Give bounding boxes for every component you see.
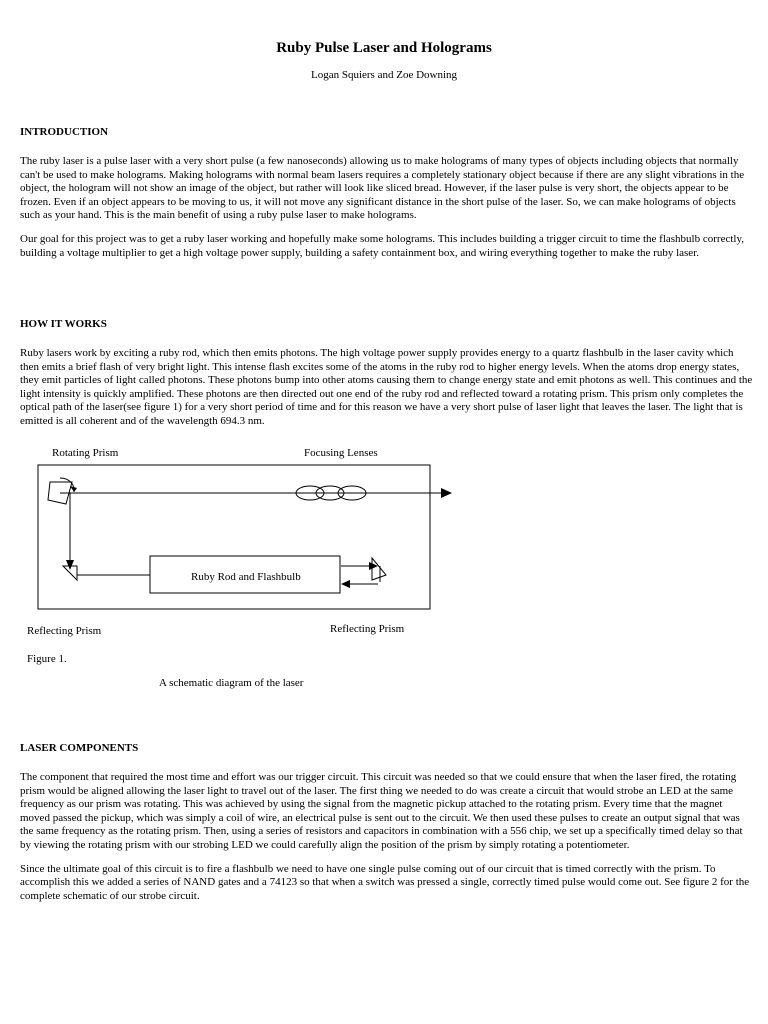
label-focusing-lenses: Focusing Lenses: [304, 447, 378, 459]
laser-components-paragraph-1: The component that required the most time and effort was our trigger circuit. This circuit was needed so that we could ensure that when the laser fired, the rotating prism would be aligned allowing the laser light to travel out of the laser. The first thing we needed to do was create a circuit that would strobe an LED at the same frequency as our prism was rotating. This was achieved by using the signal from the magnetic pickup attached to the rotating prism. Every time that the magnet moved passed the pickup, which was simply a coil of wire, an electrical pulse is sent out to the circuit. We then used these pulses to create an output signal that was the same frequency as the rotating prism. Then, using a series of resistors and capacitors in combination with a 556 chip, we set up a specifically timed delay so that by viewing the rotating prism with our strobing LED we could carefully align the position of the prism by simply rotating a potentiometer.: [20, 771, 743, 851]
introduction-paragraph-2: Our goal for this project was to get a ruby laser working and hopefully make some holograms. This includes building a trigger circuit to time the flashbulb correctly, building a voltage multiplier to get a high voltage power supply, building a safety containment box, and wiring everything together to make the ruby laser.: [20, 232, 744, 259]
how-it-works-paragraph: Ruby lasers work by exciting a ruby rod, which then emits photons. The high voltage power supply provides energy to a quartz flashbulb in the laser cavity which then emits a brief flash of very bright light. This intense flash excites some of the atoms in the ruby rod to higher energy levels. When the atoms drop energy states, they emit particles of light called photons. These photons bump into other atoms causing them to change energy state and emit photons as well. This continues and the light intensity is quickly amplified. These photons are then directed out one end of the ruby rod and reflected toward a rotating prism. This prism only completes the optical path of the laser(see figure 1) for a very short period of time and for this reason we have a very short pulse of laser light that leaves the laser. The light that is emitted is all coherent and of the wavelength 694.3 nm.: [20, 347, 753, 427]
how-it-works-heading: HOW IT WORKS: [20, 318, 107, 330]
page-title: Ruby Pulse Laser and Holograms: [276, 40, 492, 56]
laser-components-heading: LASER COMPONENTS: [20, 742, 139, 754]
label-reflecting-prism-right: Reflecting Prism: [330, 623, 405, 635]
rotating-prism-shape: [48, 478, 77, 504]
output-beam-arrowhead: [441, 488, 452, 498]
authors: Logan Squiers and Zoe Downing: [310, 69, 458, 81]
introduction-heading: INTRODUCTION: [20, 126, 109, 138]
label-reflecting-prism-left: Reflecting Prism: [27, 625, 102, 637]
figure-title: Figure 1.: [27, 653, 67, 665]
figure-caption: A schematic diagram of the laser: [159, 677, 304, 689]
right-reflecting-prism-shape: [372, 558, 386, 580]
introduction-paragraph-1: The ruby laser is a pulse laser with a very short pulse (a few nanoseconds) allowing us to make holograms of many types of objects including objects that normally can't be used to make holograms. Making holograms with normal beam lasers requires a completely stationary object because if there are any slight vibrations in the object, the hologram will not show an image of the object, but rather will look like sliced bread. However, if the laser pulse is very short, the objects appear to be frozen. Even if an object appears to be moving to us, it will not move any significant distance in the short pulse of the laser. So, we can make holograms of objects such as your hand. This is the main benefit of using a ruby pulse laser to make holograms.: [20, 155, 745, 222]
label-rotating-prism: Rotating Prism: [52, 447, 119, 459]
laser-components-body: [20, 771, 753, 913]
laser-components-paragraph-2: Since the ultimate goal of this circuit is to fire a flashbulb we need to have one single pulse coming out of our circuit that is timed correctly with the prism. To accomplish this we added a series of NAND gates and a 74123 so that when a switch was pressed a single, correctly timed pulse would come out. See figure 2 for the complete schematic of our strobe circuit.: [20, 862, 750, 902]
label-ruby-rod: Ruby Rod and Flashbulb: [191, 571, 301, 583]
laser-cavity-frame: [38, 465, 430, 609]
